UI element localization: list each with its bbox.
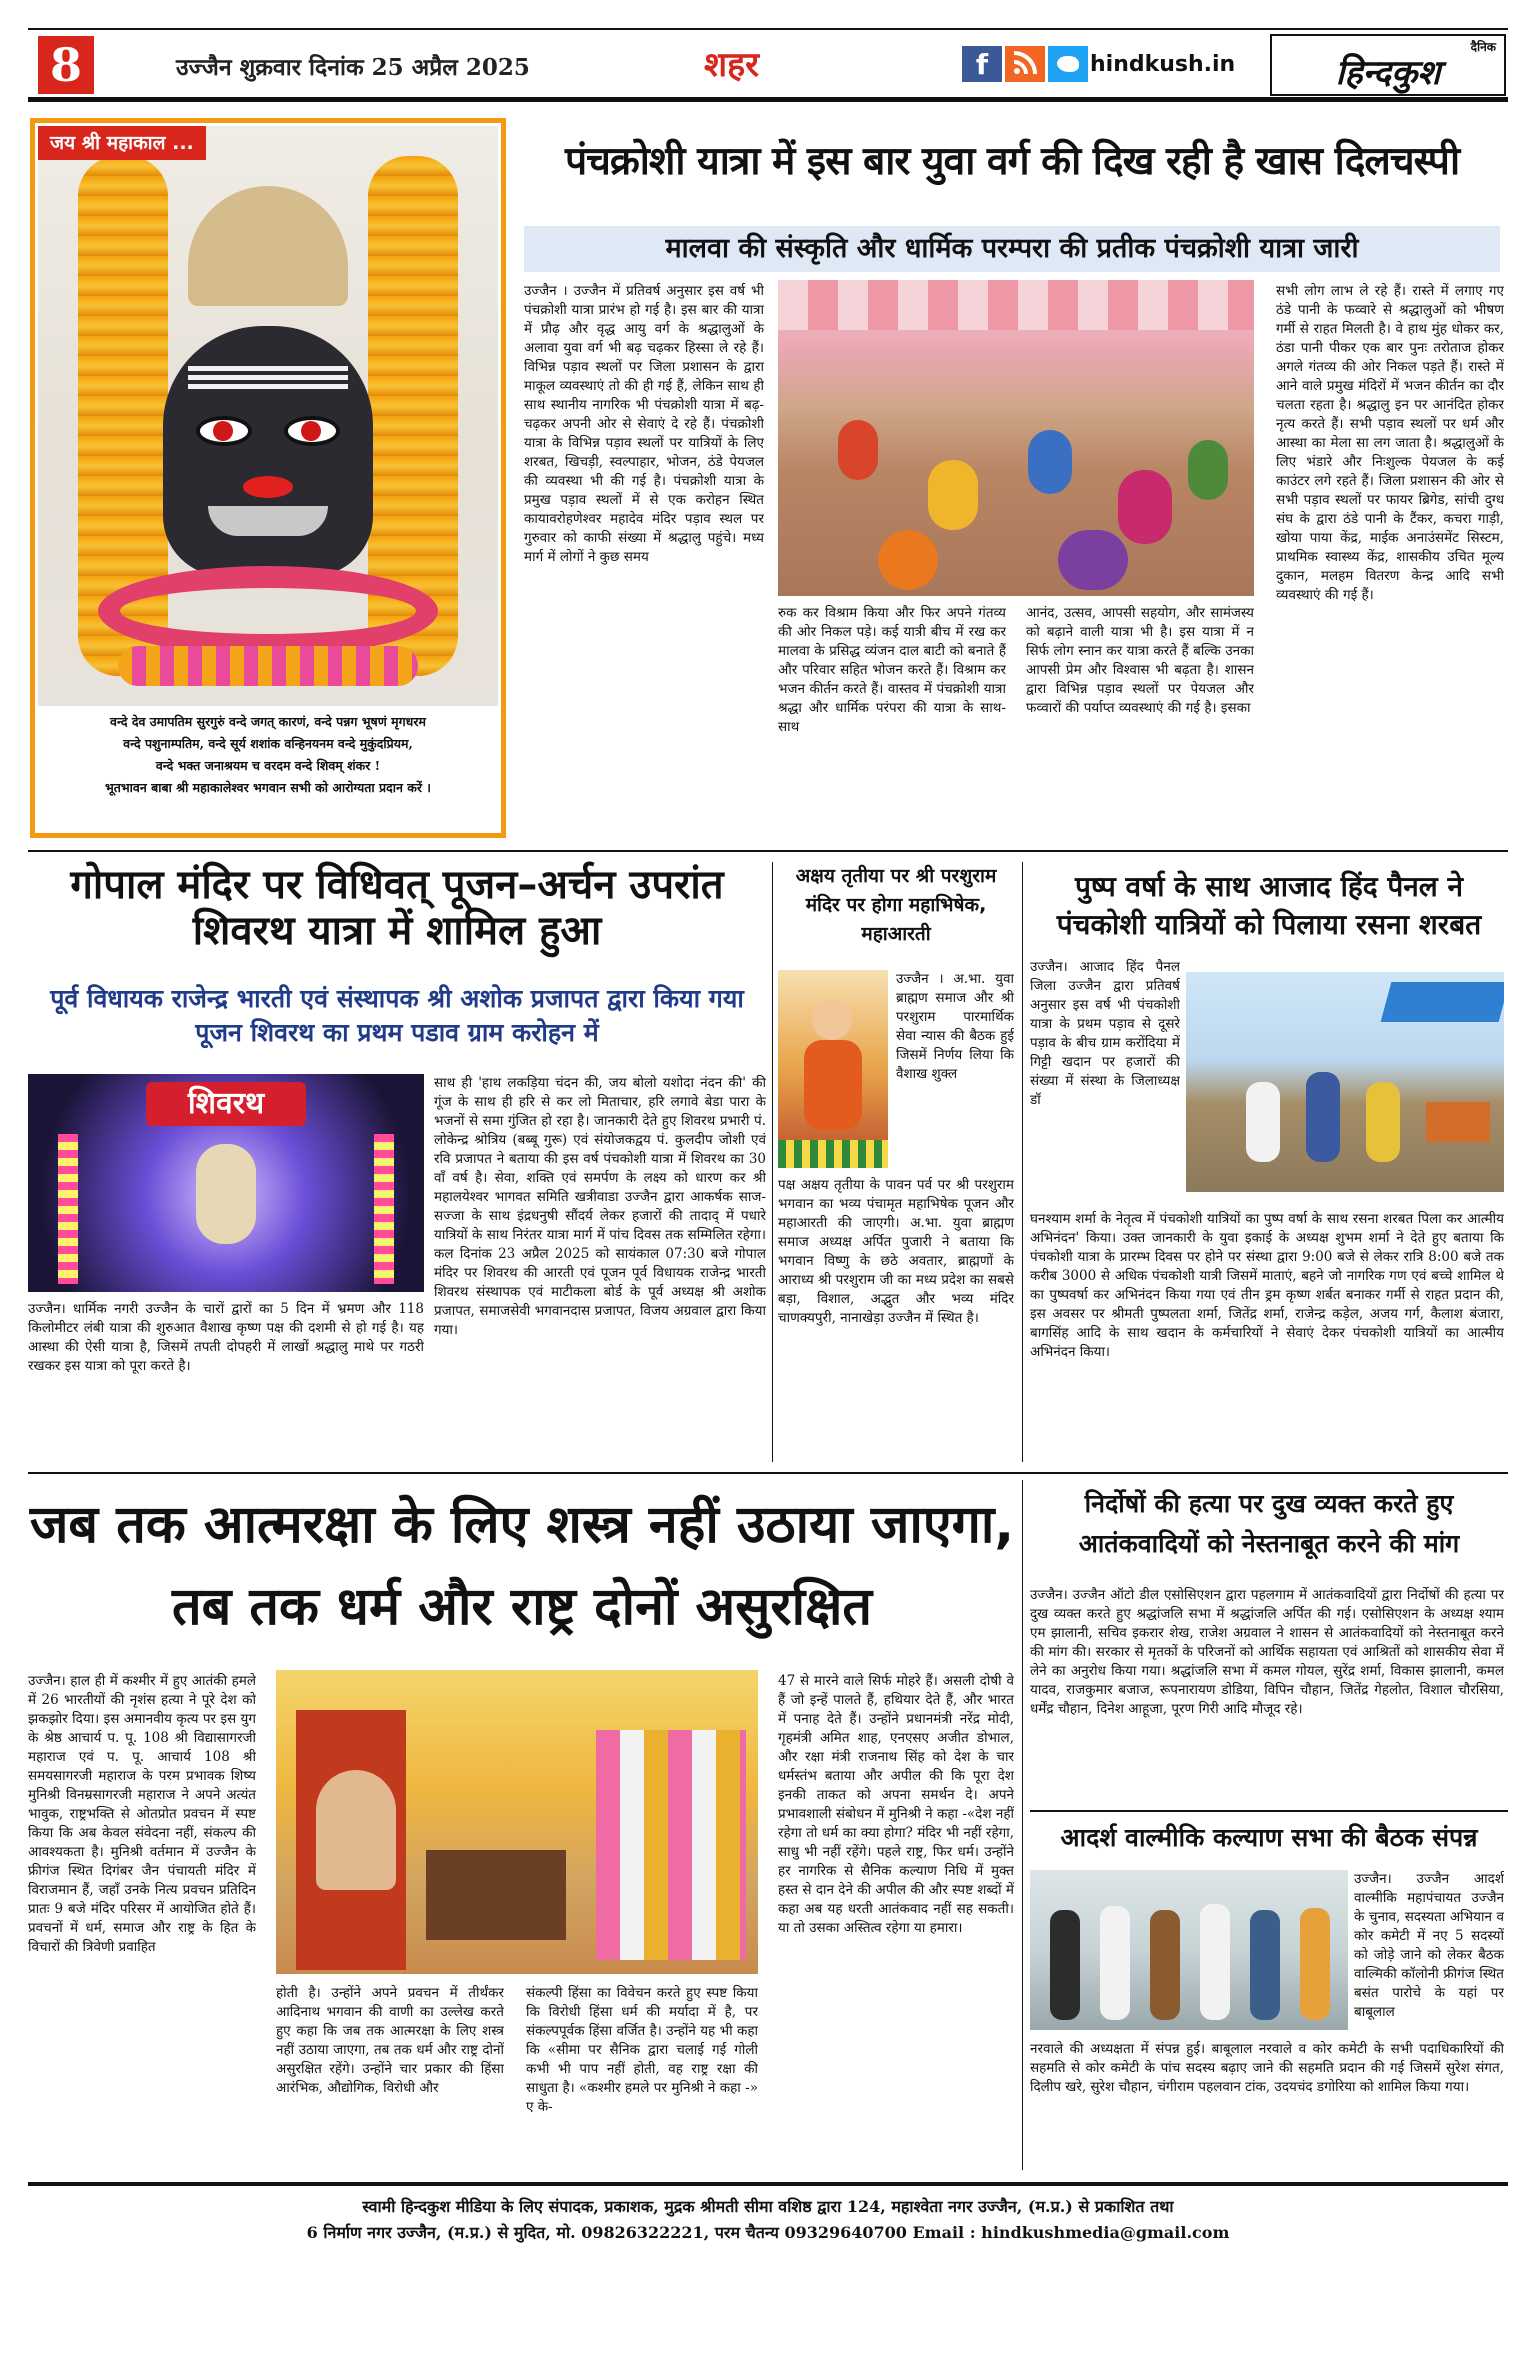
muni-pravachan-photo [276, 1670, 758, 1974]
caption-line: वन्दे देव उमापतिम सुरगुरुं वन्दे जगत् कारणं, वन्दे पन्नग भूषणं मृगधरम [110, 714, 426, 729]
story2-subhead: पूर्व विधायक राजेन्द्र भारती एवं संस्थापक श्री अशोक प्रजापत द्वारा किया गया पूजन शिवरथ का प्रथम पडाव ग्राम करोहन में [50, 984, 744, 1047]
photo-caption [39, 711, 497, 799]
caption-line: वन्दे भक्त जनाश्रयम च वरदम वन्दे शिवम् शंकर ! [155, 758, 381, 773]
story7-col2: नरवाले की अध्यक्षता में संपन्न हुई। बाबूलाल नरवाले व कोर कमेटी के सभी पदाधिकारियों की सहमति से कोर कमेटी के पांच सदस्य बढ़ाए जाने की सहमति प्रदान की गई जिसमें सुरेश संगत, दिलीप खरे, सुरेश चौहान, चंगीराम पहलवान टांक, उदयचंद डगोरिया को शामिल किया गया। [1030, 2041, 1504, 2095]
story4-col1: उज्जैन। आजाद हिंद पैनल जिला उज्जैन द्वारा प्रतिवर्ष अनुसार इस वर्ष भी पंचकोशी यात्रा के प्रथम पड़ाव से दूसरे पड़ाव के बीच ग्राम करोंदिया में गिट्टी खदान पर हजारों की संख्या में संस्था के जिलाध्यक्ष डॉ [1030, 959, 1180, 1108]
story1-subhead: मालवा की संस्कृति और धार्मिक परम्परा की प्रतीक पंचक्रोशी यात्रा जारी [524, 226, 1500, 272]
story2-col1: उज्जैन। धार्मिक नगरी उज्जैन के चारों द्वारों का 5 दिन में भ्रमण और 118 किलोमीटर लंबी यात्रा की शुरुआत वैशाख कृष्ण पक्ष की दशमी से हो गई है। यह आस्था की ऐसी यात्रा है, जिसमें तपती दोपहरी में लाखों श्रद्धालु माथे पर गठरी रखकर इस यात्रा को पूरा करते है। [28, 1301, 424, 1374]
story4-col2: घनश्याम शर्मा के नेतृत्व में पंचकोशी यात्रियों का पुष्प वर्षा के साथ रसना शरबत पिला कर आत्मीय अभिनंदन' किया। उक्त जानकारी के युवा इकाई के अध्यक्ष शुभम शर्मा ने देते हुए बताया कि पंचकोशी यात्रा के प्रारम्भ दिवस पर होने पर संस्था द्वारा 9:00 बजे से लेकर रात्रि 8:00 बजे तक करीब 3000 से अधिक पंचकोशी यात्री जिसमें माताएं, बहने जो नागरिक गण एवं बच्चे शामिल थे का पुष्पवर्षा कर अभिनंदन किया गया एवं तीन ड्रम कृष्ण शर्बत बनाकर गर्मी से राहत प्रदान की, इस अवसर पर श्रीमती पुष्पलता शर्मा, जितेंद्र शर्मा, राजेन्द्र कड़ेल, अजय गर्ग, कैलाश बंजारा, बागसिंह आदि के साथ खदान के कर्मचारियों ने सेवाएं देकर पंचकोशी यात्रियों का आत्मीय अभिनंदन किया। [1030, 1211, 1504, 1360]
shivrath-photo-text: शिवरथ [146, 1082, 306, 1126]
caption-line: भूतभावन बाबा श्री महाकालेश्वर भगवान सभी को आरोग्यता प्रदान करें । [104, 780, 432, 795]
dateline: उज्जैन शुक्रवार दिनांक 25 अप्रैल 2025 [176, 54, 530, 81]
story5-col3: संकल्पी हिंसा का विवेचन करते हुए स्पष्ट किया कि विरोधी हिंसा धर्म की मर्यादा में है, पर संकल्पपूर्वक हिंसा वर्जित है। उन्होंने यह भी कहा कि «सीमा पर सैनिक द्वारा चलाई गई गोली कभी भी पाप नहीं होती, वह राष्ट्र रक्षा की साधुता है। «कश्मीर हमले पर मुनिश्री ने कहा -» ए के- [526, 1985, 758, 2115]
story1-col2: रुक कर विश्राम किया और फिर अपने गंतव्य की ओर निकल पड़े। कई यात्री बीच में रख कर मालवा के प्रसिद्ध व्यंजन दाल बाटी को बनाते हैं और परिवार सहित भोजन करते हैं। विश्राम कर भजन कीर्तन करते हैं। वास्तव में पंचक्रोशी यात्रा श्रद्धा और धार्मिक परंपरा की यात्रा के साथ-साथ [778, 605, 1006, 735]
story1-col3: आनंद, उत्सव, आपसी सहयोग, और सामंजस्य को बढ़ाने वाली यात्रा भी है। इस यात्रा में न सिर्फ लोग स्नान कर यात्रा करते हैं बल्कि उनका आपसी प्रेम और विश्वास भी बढ़ता है। शासन द्वारा विभिन्न पड़ाव स्थलों पर पेयजल और फव्वारों की पर्याप्त व्यवस्थाएं की गई है। इसका [1026, 605, 1254, 716]
azad-hind-photo [1186, 972, 1504, 1192]
paper-logo [1270, 34, 1506, 96]
website-link[interactable]: hindkush.in [1090, 52, 1236, 77]
story1-col4: सभी लोग लाभ ले रहे हैं। रास्ते में लगाए गए ठंडे पानी के फव्वारे से श्रद्धालुओं को भीषण गर्मी से राहत मिलती है। वे हाथ मुंह धोकर कर, ठंडा पानी पीकर एक बार पुनः तरोताज होकर अगले गंतव्य की ओर निकल पड़ते हैं। रास्ते में आने वाले प्रमुख मंदिरों में भजन कीर्तन का दौर चलता रहता है। श्रद्धालु इन पर आनंदित होकर नृत्य करते हैं। सभी पड़ाव स्थलों पर धर्म और आस्था का मेला सा लग जाता है। श्रद्धालुओं के लिए भंडारे और निःशुल्क पेयजल के कई काउंटर लगे रहते हैं। जिला प्रशासन की ओर से सभी पड़ाव स्थलों पर फायर ब्रिगेड, सांची दुग्ध संघ के द्वारा ठंडे पानी के टैंकर, कचरा गाड़ी, खोया पाया केंद्र, माईक अनाउंसमेंट सिस्टम, प्राथमिक स्वास्थ्य केंद्र, शासकीय उचित मूल्य दुकान, मलहम वितरण केन्द्र आदि सभी व्यवस्थाएं की गई हैं। [1276, 283, 1504, 603]
page-number: 8 [38, 36, 94, 94]
imprint [28, 2194, 1508, 2246]
valmiki-meeting-photo [1030, 1870, 1348, 2030]
twitter-icon[interactable] [1048, 46, 1088, 82]
shivrath-photo [28, 1074, 424, 1292]
story7-col1: उज्जैन। उज्जैन आदर्श वाल्मीकि महापंचायत उज्जैन के चुनाव, सदस्यता अभियान व कोर कमेटी में नए 5 सदस्यों को जोड़े जाने को लेकर बैठक वाल्मिकी कॉलोनी फ्रीगंज स्थित बसंत पारोचे के यहां पर बाबूलाल [1354, 1871, 1504, 2020]
story5-headline: जब तक आत्मरक्षा के लिए शस्त्र नहीं उठाया जाएगा, तब तक धर्म और राष्ट्र दोनों असुरक्षित [29, 1495, 1015, 1637]
paper-logo-name: हिन्दकुश [1335, 53, 1441, 93]
social-icons [962, 46, 1088, 82]
story4-headline: पुष्प वर्षा के साथ आजाद हिंद पैनल ने पंचकोशी यात्रियों को पिलाया रसना शरबत [1056, 870, 1482, 941]
photo-tag: जय श्री महाकाल ... [38, 126, 206, 160]
story1-col1: उज्जैन । उज्जैन में प्रतिवर्ष अनुसार इस वर्ष भी पंचक्रोशी यात्रा प्रारंभ हो गई है। इस बार की यात्रा में प्रौढ़ और वृद्ध आयु वर्ग के श्रद्धालुओं के अलावा युवा वर्ग भी बढ़ चढ़कर हिस्सा ले रहे हैं। विभिन्न पड़ाव स्थलों पर जिला प्रशासन के द्वारा माकूल व्यवस्थाएं तो की ही गई हैं, लेकिन साथ ही साथ स्थानीय नागरिक भी पंचक्रोशी यात्रा में बढ़-चढ़कर अपनी ओर से सेवाएं दे रहे हैं। पंचक्रोशी यात्रा के विभिन्न पड़ाव स्थलों पर यात्रियों के लिए शरबत, खिचड़ी, स्वल्पाहार, भोजन, ठंडे पेयजल की व्यवस्था भी की गई है। पंचक्रोशी यात्रा के प्रमुख पड़ाव स्थलों में से एक करोहन स्थित कायावरोहणेश्वर महादेव मंदिर पड़ाव स्थल पर गुरुवार को काफी संख्या में श्रद्धालु पहुंचे। मध्य मार्ग में लोगों ने कुछ समय [524, 283, 764, 565]
story1-headline: पंचक्रोशी यात्रा में इस बार युवा वर्ग की दिख रही है खास दिलचस्पी [564, 139, 1460, 184]
caption-line: वन्दे पशुनाम्पतिम, वन्दे सूर्य शशांक वन्हिनयनम वन्दे मुकुंदप्रियम, [123, 736, 413, 751]
story1-pilgrims-photo [778, 280, 1254, 596]
story2-headline: गोपाल मंदिर पर विधिवत् पूजन–अर्चन उपरांत शिवरथ यात्रा में शामिल हुआ [70, 862, 724, 954]
masthead [28, 28, 1508, 102]
parshuram-photo [778, 970, 888, 1168]
imprint-line: स्वामी हिन्दकुश मीडिया के लिए संपादक, प्रकाशक, मुद्रक श्रीमती सीमा वशिष्ठ द्वारा 124, महाश्वेता नगर उज्जैन, (म.प्र.) से प्रकाशित तथा [362, 2197, 1174, 2216]
story3-col2: पक्ष अक्षय तृतीया के पावन पर्व पर श्री परशुराम भगवान का भव्य पंचामृत महाभिषेक पूजन और महाआरती की जाएगी। अ.भा. युवा ब्राह्मण समाज अध्यक्ष अर्पित पुजारी ने बताया कि भगवान विष्णु के छठे अवतार, ब्राह्मणों के आराध्य श्री परशुराम जी का मध्य प्रदेश का सबसे बड़ा, विशाल, अद्भुत और भव्य मंदिर चाणक्यपुरी, नानाखेड़ा उज्जैन में स्थित है। [778, 1177, 1014, 1326]
story2-col2: साथ ही 'हाथ लकड़िया चंदन की, जय बोलो यशोदा नंदन की' की गूंज के साथ ही हरि से कर लो मिताचार, हरि लगावे बेडा पारा के भजनों से समा गुंजित हो रहा है। जानकारी देते हुए शिवरथ प्रभारी पं. लोकेन्द्र श्रोत्रिय (बब्बू गुरू) एवं संयोजकद्वय पं. कुलदीप जोशी एवं रवि प्रजापत ने बताया की इस वर्ष पंचकोशी यात्रा में शिवरथ का 30 वॉं वर्ष है। सेवा, शक्ति एवं समर्पण के लक्ष्य को धारण कर श्री महालयेश्वर भागवत समिति खत्रीवाडा उज्जैन द्वारा आकर्षक साज-सज्जा के साथ इंद्रधनुषी सौंदर्य लेकर हजारों की तादाद् में पधारे यात्रियों के साथ निरंतर यात्रा मार्ग में पांच दिवस तक सम्मिलित रहेगा। कल दिनांक 23 अप्रैल 2025 को सायंकाल 07:30 बजे गोपाल मंदिर पर शिवरथ की आरती एवं पूजन पूर्व विधायक राजेन्द्र भारती शिवरथ संस्थापक एवं माटीकला बोर्ड के पूर्व अध्यक्ष श्री अशोक प्रजापत, समाजसेवी भगवानदास प्रजापत, विजय अग्रवाल द्वारा किया गया। [434, 1075, 766, 1338]
story5-col4: 47 से मारने वाले सिर्फ मोहरे हैं। असली दोषी वे हैं जो इन्हें पालते हैं, हथियार देते हैं, और भारत में पनाह देते हैं। उन्होंने प्रधानमंत्री नरेंद्र मोदी, गृहमंत्री अमित शाह, एनएसए अजीत डोभाल, और रक्षा मंत्री राजनाथ सिंह को देश के चार धर्मस्तंभ बताया और अपील की कि पूरा देश इनकी ताकत को अपना समर्थन दे। अपने प्रभावशाली संबोधन में मुनिश्री ने कहा -«देश नहीं रहेगा तो धर्म का क्या होगा? मंदिर भी नहीं रहेगा, साधु भी नहीं रहेंगे। पहले राष्ट्र, फिर धर्म। उन्होंने हर नागरिक से सैनिक कल्याण निधि में मुक्त हस्त से दान देने की अपील की और स्पष्ट शब्दों में कहा अब यह धरती आतंकवाद नहीं सह सकती। या तो उसका अस्तित्व रहेगा या हमारा। [778, 1673, 1014, 1936]
story5-col1: उज्जैन। हाल ही में कश्मीर में हुए आतंकी हमले में 26 भारतीयों की नृशंस हत्या ने पूरे देश को झकझोर दिया। इस अमानवीय कृत्य पर इस युग के श्रेष्ठ आचार्य प. पू. 108 श्री विद्यासागरजी महाराज एवं प. पू. आचार्य 108 श्री समयसागरजी महाराज के परम प्रभावक शिष्य मुनिश्री विनम्रसागरजी महाराज ने अपने अत्यंत भावुक, राष्ट्रभक्ति से ओतप्रोत प्रवचन में स्पष्ट किया कि अब केवल संवेदना नहीं, संकल्प की आवश्यकता है। मुनिश्री वर्तमान में उज्जैन के फ्रीगंज स्थित दिगंबर जैन पंचायती मंदिर में विराजमान हैं, जहाँ उनके नित्य प्रवचन प्रतिदिन प्रातः 9 बजे मंदिर परिसर में आयोजित होते हैं। प्रवचनों में धर्म, समाज और राष्ट्र के हित के विचारों की त्रिवेणी प्रवाहित [28, 1673, 256, 1955]
story3-col1: उज्जैन । अ.भा. युवा ब्राह्मण समाज और श्री परशुराम पारमार्थिक सेवा न्यास की बैठक हुई जिसमें निर्णय लिया कि वैशाख शुक्ल [896, 971, 1014, 1082]
story6-headline: निर्दोषों की हत्या पर दुख व्यक्त करते हुए आतंकवादियों को नेस्तनाबूत करने की मांग [1078, 1489, 1460, 1558]
facebook-icon[interactable]: f [962, 46, 1002, 82]
paper-logo-small: दैनिक [1470, 40, 1496, 54]
mahakal-shrine-photo [38, 126, 498, 706]
story3-headline: अक्षय तृतीया पर श्री परशुराम मंदिर पर होगा महाभिषेक, महाआरती [795, 865, 997, 945]
section-label: शहर [704, 45, 760, 85]
mahakal-photo-block [30, 118, 506, 838]
imprint-line: 6 निर्माण नगर उज्जैन, (म.प्र.) से मुदित, मो. 09826322221, परम चैतन्य 09329640700 Email : hindkushmedia@gmail.com [306, 2223, 1230, 2242]
story5-col2: होती है। उन्होंने अपने प्रवचन में तीर्थंकर आदिनाथ भगवान की वाणी का उल्लेख करते हुए कहा कि जब तक आत्मरक्षा के लिए शस्त्र नहीं उठाया जाएगा, तब तक धर्म और राष्ट्र दोनों असुरक्षित रहेंगे। उन्होंने चार प्रकार की हिंसा आरंभिक, औद्योगिक, विरोधी और [276, 1985, 504, 2096]
rss-icon[interactable] [1005, 46, 1045, 82]
story6-body: उज्जैन। उज्जैन ऑटो डील एसोसिएशन द्वारा पहलगाम में आतंकवादियों द्वारा निर्दोषों की हत्या पर दुख व्यक्त करते हुए श्रद्धांजलि सभा में श्रद्धांजलि अर्पित की गई। एसोसिएशन के अध्यक्ष श्याम एम झालानी, सचिव इकरार शेख, राजेश अग्रवाल ने शासन से आतंकवादियों को नेस्तनाबूत करने की मांग की। सरकार से मृतकों के परिजनों को आर्थिक सहायता एवं आश्रितों को शासकीय सेवा में लेने का अनुरोध किया गया। श्रद्धांजलि सभा में कमल गोयल, सुरेंद्र शर्मा, विकास झालानी, कमल यादव, राजकुमार बजाज, रूपनारायण डोडिया, विपिन चौहान, जितेंद्र गेहलोत, विशाल चौरसिया, धर्मेंद्र चौहान, दिनेश आहूजा, पूरण गिरी आदि मौजूद रहे। [1030, 1587, 1504, 1717]
story7-headline: आदर्श वाल्मीकि कल्याण सभा की बैठक संपन्न [1060, 1823, 1478, 1852]
